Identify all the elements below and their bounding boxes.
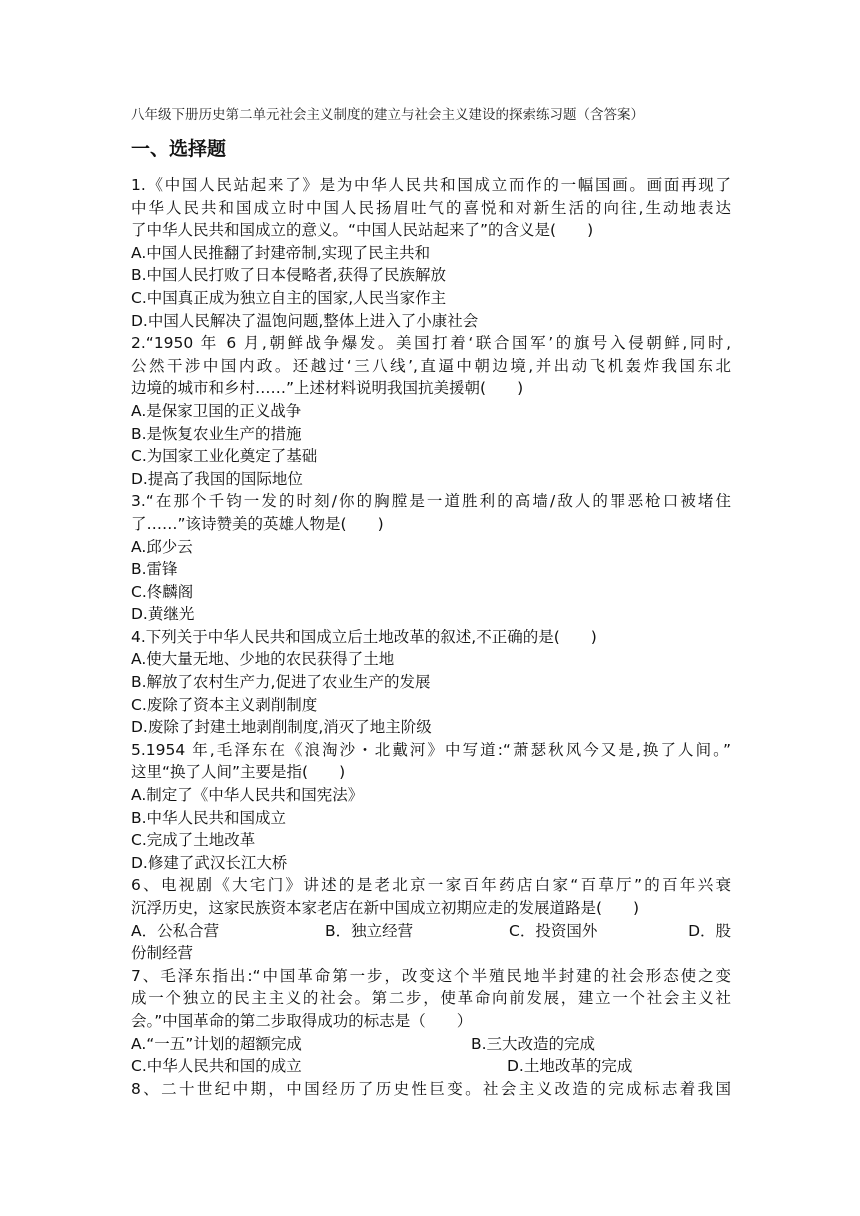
options-row [131,920,731,943]
question-2 [131,332,731,490]
option-b: B.解放了农村生产力,促进了农业生产的发展 [131,673,431,692]
option-b: B.中国人民打败了日本侵略者,获得了民族解放 [131,266,446,285]
option-c: C.为国家工业化奠定了基础 [131,447,318,466]
question-stem-line: 7、毛泽东指出:“中国革命第一步，改变这个半殖民地半封建的社会形态使之变 [131,966,731,985]
option-c: C.完成了土地改革 [131,831,256,850]
option-c: C.佟麟阁 [131,582,194,601]
option-a: A.邱少云 [131,537,193,556]
question-stem-line: 2.“1950 年 6 月,朝鲜战争爆发。美国打着‘联合国军’的旗号入侵朝鲜,同时, [131,334,731,353]
option-b: B.是恢复农业生产的措施 [131,424,302,443]
option-d: D.提高了我国的国际地位 [131,469,303,488]
option-a: A.“一五”计划的超额完成 [131,1034,302,1053]
question-stem-line: 5.1954 年,毛泽东在《浪淘沙・北戴河》中写道:“萧瑟秋风今又是,换了人间。” [131,740,731,759]
question-5 [131,739,731,875]
section-heading: 一、选择题 [131,138,227,160]
question-1 [131,174,731,332]
question-8 [131,1078,731,1101]
question-stem-line: 沉浮历史，这家民族资本家老店在新中国成立初期应走的发展道路是( ) [131,899,640,917]
question-stem-line: 中华人民共和国成立时中国人民扬眉吐气的喜悦和对新生活的向往,生动地表达 [131,198,731,217]
option-d-continued: 份制经营 [131,944,194,963]
option-b: B．独立经营 [325,921,414,940]
option-c: C．投资国外 [509,921,598,940]
question-stem-line: 边境的城市和乡村……”上述材料说明我国抗美援朝( ) [131,379,524,398]
option-c: C.中华人民共和国的成立 [131,1057,302,1076]
option-a: A．公私合营 [131,921,220,940]
question-6 [131,874,731,964]
option-d: D．股 [688,921,731,940]
option-d: D.中国人民解决了温饱问题,整体上进入了小康社会 [131,311,479,330]
option-b: B.中华人民共和国成立 [131,808,287,827]
option-c: C.中国真正成为独立自主的国家,人民当家作主 [131,288,447,307]
question-3 [131,490,731,626]
question-stem-line: 了……”该诗赞美的英雄人物是( ) [131,514,384,533]
question-stem-line: 1.《中国人民站起来了》是为中华人民共和国成立而作的一幅国画。画面再现了 [131,176,731,194]
question-stem-line: 4.下列关于中华人民共和国成立后土地改革的叙述,不正确的是( ) [131,627,597,646]
option-a: A.是保家卫国的正义战争 [131,401,302,420]
question-stem-line: 成一个独立的民主主义的社会。第二步，使革命向前发展，建立一个社会主义社 [131,989,731,1008]
option-d: D.修建了武汉长江大桥 [131,853,288,872]
question-stem-line: 6、电视剧《大宅门》讲述的是老北京一家百年药店白家“百草厅”的百年兴衰 [131,876,731,895]
question-stem-line: 了中华人民共和国成立的意义。“中国人民站起来了”的含义是( ) [131,221,594,240]
question-stem-line: 3.“在那个千钧一发的时刻/你的胸膛是一道胜利的高墙/敌人的罪恶枪口被堵住 [131,492,731,511]
option-d: D.黄继光 [131,605,195,624]
option-a: A.中国人民推翻了封建帝制,实现了民主共和 [131,243,431,262]
question-stem-line: 会。”中国革命的第二步取得成功的标志是（ ） [131,1011,473,1030]
question-list [131,174,731,1100]
option-d: D.土地改革的完成 [507,1057,633,1076]
options-row [131,1033,731,1056]
option-b: B.三大改造的完成 [471,1034,596,1053]
option-a: A.制定了《中华人民共和国宪法》 [131,786,364,805]
option-c: C.废除了资本主义剥削制度 [131,695,318,714]
question-4 [131,626,731,739]
option-d: D.废除了封建土地剥削制度,消灭了地主阶级 [131,718,432,737]
question-stem-line: 公然干涉中国内政。还越过‘三八线’,直逼中朝边境,并出动飞机轰炸我国东北 [131,356,731,375]
question-stem-line: 8、二十世纪中期，中国经历了历史性巨变。社会主义改造的完成标志着我国 [131,1079,731,1098]
options-row [131,1055,731,1078]
question-7 [131,965,731,1078]
question-stem-line: 这里“换了人间”主要是指( ) [131,763,346,782]
document-title: 八年级下册历史第二单元社会主义制度的建立与社会主义建设的探索练习题（含答案） [131,107,644,123]
option-b: B.雷锋 [131,560,178,579]
option-a: A.使大量无地、少地的农民获得了土地 [131,650,395,669]
